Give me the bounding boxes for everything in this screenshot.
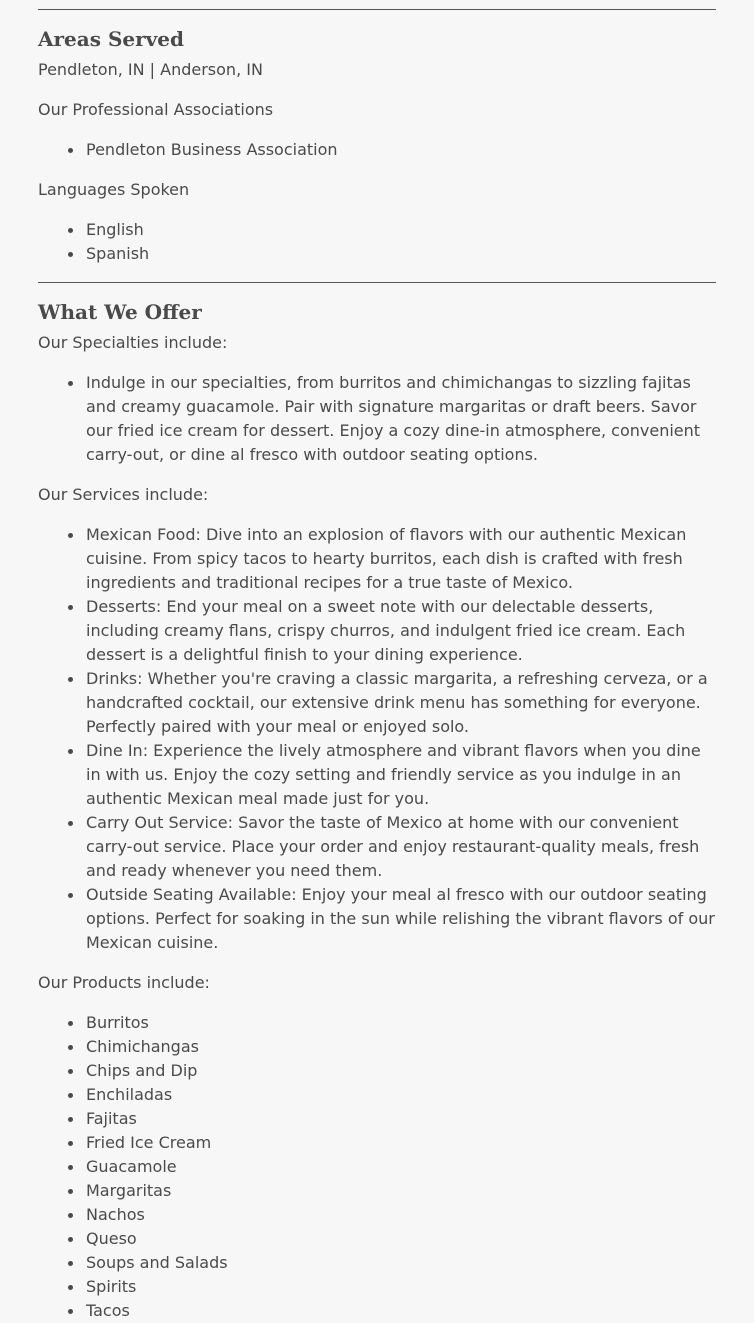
associations-label: Our Professional Associations: [38, 100, 274, 119]
list-item: Mexican Food: Dive into an explosion of flavors with our authentic Mexican cuisine. From spicy tacos to hearty burritos, each dish is crafted with fresh ingredients and traditional recipes for a true taste of Mexico.: [86, 523, 716, 595]
list-item: Carry Out Service: Savor the taste of Mexico at home with our convenient carry-out service. Place your order and enjoy restaurant-quality meals, fresh and ready whenever you need them.: [86, 811, 716, 883]
list-item: English: [86, 218, 716, 242]
services-label: Our Services include:: [38, 485, 209, 504]
list-item: Burritos: [86, 1011, 716, 1035]
list-item: Enchiladas: [86, 1083, 716, 1107]
areas-served-heading: Areas Served: [38, 27, 184, 51]
products-list: [38, 1011, 716, 1323]
list-item: Tacos: [86, 1299, 716, 1323]
list-item: Indulge in our specialties, from burritos and chimichangas to sizzling fajitas and creamy guacamole. Pair with signature margaritas or draft beers. Savor our fried ice cream for dessert. Enjoy a cozy dine-in atmosphere, convenient carry-out, or dine al fresco with outdoor seating options.: [86, 371, 716, 467]
list-item: Desserts: End your meal on a sweet note with our delectable desserts, including creamy flans, crispy churros, and indulgent fried ice cream. Each dessert is a delightful finish to your dining experience.: [86, 595, 716, 667]
list-item: Spirits: [86, 1275, 716, 1299]
divider: [38, 9, 716, 10]
list-item: Nachos: [86, 1203, 716, 1227]
list-item: Fajitas: [86, 1107, 716, 1131]
products-label: Our Products include:: [38, 973, 210, 992]
list-item: Fried Ice Cream: [86, 1131, 716, 1155]
list-item: Spanish: [86, 242, 716, 266]
list-item: Dine In: Experience the lively atmosphere and vibrant flavors when you dine in with us. Enjoy the cozy setting and friendly service as you indulge in an authentic Mexican meal made just for you.: [86, 739, 716, 811]
associations-list: [38, 138, 716, 162]
list-item: Guacamole: [86, 1155, 716, 1179]
list-item: Queso: [86, 1227, 716, 1251]
languages-label: Languages Spoken: [38, 180, 190, 199]
list-item: Chips and Dip: [86, 1059, 716, 1083]
specialties-list: [38, 371, 716, 467]
list-item: Chimichangas: [86, 1035, 716, 1059]
list-item: Margaritas: [86, 1179, 716, 1203]
services-list: [38, 523, 716, 955]
divider: [38, 282, 716, 283]
list-item: Soups and Salads: [86, 1251, 716, 1275]
list-item: Drinks: Whether you're craving a classic margarita, a refreshing cerveza, or a handcrafted cocktail, our extensive drink menu has something for everyone. Perfectly paired with your meal or enjoyed solo.: [86, 667, 716, 739]
languages-list: [38, 218, 716, 266]
areas-served-locations: Pendleton, IN | Anderson, IN: [38, 60, 263, 79]
what-we-offer-heading: What We Offer: [38, 300, 202, 324]
list-item: Outside Seating Available: Enjoy your meal al fresco with our outdoor seating options. Perfect for soaking in the sun while relishing the vibrant flavors of our Mexican cuisine.: [86, 883, 716, 955]
list-item: Pendleton Business Association: [86, 138, 716, 162]
specialties-label: Our Specialties include:: [38, 333, 228, 352]
